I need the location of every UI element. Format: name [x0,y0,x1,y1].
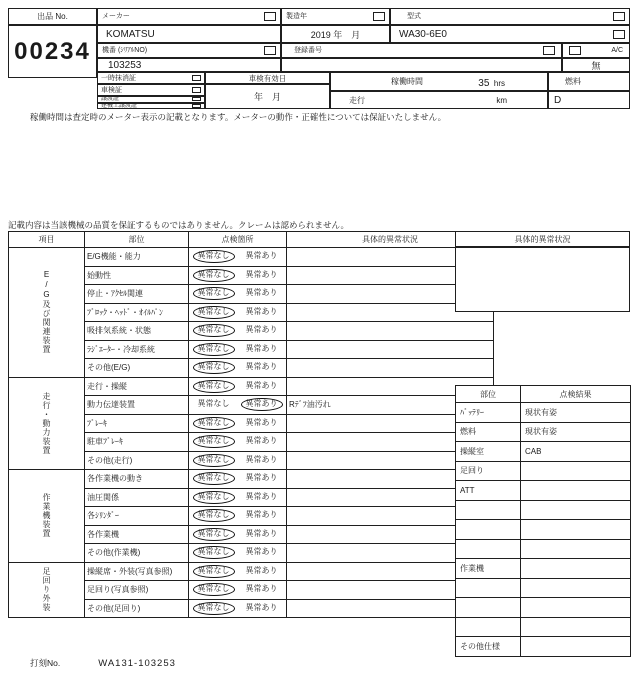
part-name: E/G機能・能力 [85,248,189,267]
abnormality-option: 異常あり [245,436,278,446]
part-name: 操縦席・外装(写真参照) [85,562,189,581]
part-name: その他(足回り) [85,599,189,618]
check-result [189,248,287,267]
registration-value-cell [281,58,562,72]
condition-result: 現状有姿 [521,403,631,423]
exhibit-no-label-cell [8,8,97,25]
inspection-row [9,248,494,267]
exhibit-no: 00234 [14,37,91,65]
check-result [189,525,287,544]
serial-label: 機番 (ｼﾘｱﾙNO) [102,47,148,54]
part-name: 動力伝達装置 [85,396,189,415]
fuel-value: D [554,94,562,106]
abnormality-option: 異常あり [245,380,278,390]
no-abnormality-option-circled: 異常なし [193,491,235,504]
registration-label: 登録番号 [294,47,322,54]
no-abnormality-option-circled: 異常なし [193,435,235,448]
condition-row [456,637,631,657]
doc-label: 譲渡証 [101,96,120,103]
condition-part [456,578,521,598]
doc-row-shaken [97,84,205,96]
no-abnormality-option-circled: 異常なし [193,472,235,485]
condition-part: ﾊﾞｯﾃﾘｰ [456,403,521,423]
abnormality-option: 異常あり [245,251,278,261]
fuel-value-cell [548,91,630,109]
condition-part [456,539,521,559]
condition-result [521,598,631,618]
condition-part: その他仕様 [456,637,521,657]
part-name: ﾌﾞﾛｯｸ・ﾍｯﾄﾞ・ｵｲﾙﾊﾟﾝ [85,303,189,322]
check-result [189,377,287,396]
part-name: 足回り(写真参照) [85,581,189,600]
check-result [189,414,287,433]
shaken-validity-value: 年 月 [253,92,281,102]
maker-label: メーカー [102,13,130,20]
no-abnormality-option-circled: 異常なし [193,380,235,393]
check-result [189,433,287,452]
no-abnormality-option-circled: 異常なし [193,602,235,615]
fuel-label: 燃料 [565,77,581,86]
check-result [189,562,287,581]
abnormality-option: 異常あり [245,417,278,427]
part-name: 停止・ｱｸｾﾙ関連 [85,285,189,304]
doc-checkbox [192,75,201,81]
condition-col-part-header: 部位 [456,386,521,403]
check-result [189,285,287,304]
no-abnormality-option-circled: 異常なし [193,417,235,430]
no-abnormality-option-circled: 異常なし [193,343,235,356]
hours-value-group [478,73,505,91]
no-abnormality-option-circled: 異常なし [193,454,235,467]
no-abnormality-option-circled: 異常なし [193,565,235,578]
condition-part: 足回り [456,461,521,481]
condition-result [521,559,631,579]
check-result [189,488,287,507]
condition-col-result-header: 点検結果 [521,386,631,403]
check-result [189,507,287,526]
travel-cell [330,91,548,109]
abnormality-option: 異常あり [245,325,278,335]
abnormality-detail [287,359,494,378]
item-group-label: 作業機装置 [9,470,85,563]
ac-label-cell [562,43,630,58]
part-name: 駐車ﾌﾞﾚｰｷ [85,433,189,452]
abnormality-option-circled: 異常あり [241,398,283,411]
serial-label-cell [97,43,281,58]
abnormality-option: 異常あり [245,602,278,612]
no-abnormality-option-circled: 異常なし [193,324,235,337]
condition-table [455,385,631,657]
part-name: ﾌﾞﾚｰｷ [85,414,189,433]
no-abnormality-option-circled: 異常なし [193,250,235,263]
check-result [189,266,287,285]
condition-row [456,500,631,520]
part-name: その他(E/G) [85,359,189,378]
ac-value-cell [562,58,630,72]
check-result [189,599,287,618]
abnormality-option: 異常あり [245,547,278,557]
part-name: 各作業機 [85,525,189,544]
no-abnormality-option-circled: 異常なし [193,269,235,282]
col-item-header: 項目 [9,232,85,248]
ac-value: 無 [591,60,601,71]
year-label: 製造年 [286,13,307,20]
part-name: その他(走行) [85,451,189,470]
check-result [189,322,287,341]
condition-header-row [456,386,631,403]
check-result [189,340,287,359]
serial-value-cell [97,58,281,72]
condition-result [521,539,631,559]
check-result [189,451,287,470]
abnormality-option: 異常あり [245,306,278,316]
doc-row-temp-erasure [97,72,205,84]
model-label-cell [390,8,630,25]
exhibit-no-label: 出品 No. [37,12,68,21]
no-abnormality-option: 異常なし [197,399,230,409]
item-group-label: E/G及び関連装置 [9,248,85,378]
condition-row [456,578,631,598]
condition-part [456,617,521,637]
condition-row [456,617,631,637]
part-name: 各作業機の動き [85,470,189,489]
condition-part: 操縦室 [456,442,521,462]
inspection-header-row [9,232,494,248]
condition-row [456,539,631,559]
hours-value: 35 [478,77,490,89]
header-table [8,8,630,109]
year-checkbox [373,12,385,21]
inspection-row [9,377,494,396]
abnormality-option: 異常あり [245,269,278,279]
model-checkbox [613,12,625,21]
shaken-validity-label: 車検有効日 [248,73,287,83]
doc-checkbox [192,87,201,93]
item-group-label: 走行・動力装置 [9,377,85,470]
condition-row [456,481,631,501]
part-name: 油圧関係 [85,488,189,507]
condition-part [456,500,521,520]
condition-part: 燃料 [456,422,521,442]
maker-checkbox [264,12,276,21]
year-value: 2019 年 月 [310,29,361,40]
abnormality-detail: Rﾃﾞﾌ油汚れ [287,396,494,415]
inspection-row [9,562,494,581]
abnormality-box-title: 具体的異常状況 [455,231,630,247]
abnormality-option: 異常あり [245,510,278,520]
check-result [189,396,287,415]
hours-label: 稼働時間 [391,77,423,86]
part-name: 吸排気系統・状態 [85,322,189,341]
shaken-validity-label-cell [205,72,330,84]
condition-result [521,481,631,501]
condition-result: CAB [521,442,631,462]
part-name: 各ｼﾘﾝﾀﾞｰ [85,507,189,526]
abnormality-option: 異常あり [245,491,278,501]
condition-row [456,598,631,618]
quality-disclaimer-note: 記載内容は当該機械の品質を保証するものではありません。クレームは認められません。 [8,220,350,230]
condition-row [456,520,631,540]
condition-part: ATT [456,481,521,501]
travel-unit: km [496,95,507,105]
model-label: 型式 [407,13,421,20]
fuel-label-cell [548,72,630,91]
serial-value: 103253 [108,59,142,71]
stamp-number-line [30,657,176,669]
no-abnormality-option-circled: 異常なし [193,306,235,319]
model-value: WA30-6E0 [399,28,447,40]
exhibit-no-value [8,25,97,78]
year-value-cell [281,25,390,43]
condition-row [456,422,631,442]
no-abnormality-option-circled: 異常なし [193,509,235,522]
no-abnormality-option-circled: 異常なし [193,287,235,300]
hours-cell [330,72,548,91]
abnormality-detail [287,322,494,341]
condition-result [521,578,631,598]
doc-row-kenkiko-transfer [97,103,205,110]
check-result [189,303,287,322]
col-part-header: 部位 [85,232,189,248]
abnormality-option: 異常あり [245,288,278,298]
year-label-cell [281,8,390,25]
condition-result [521,461,631,481]
inspection-row [9,470,494,489]
condition-table-body [456,403,631,657]
doc-checkbox [192,97,201,101]
shaken-validity-value-cell [205,84,330,109]
condition-result [521,637,631,657]
abnormality-box-content [455,247,630,312]
condition-row [456,442,631,462]
ac-checkbox [569,46,581,55]
abnormality-option: 異常あり [245,528,278,538]
part-name: その他(作業機) [85,544,189,563]
model-value-cell [390,25,630,43]
condition-result: 現状有姿 [521,422,631,442]
condition-part [456,520,521,540]
abnormality-option: 異常あり [245,454,278,464]
condition-row [456,559,631,579]
item-group-label: 足回り外装 [9,562,85,618]
doc-label: 車検証 [101,86,122,94]
check-result [189,359,287,378]
inspection-table [8,231,494,618]
abnormality-detail [287,340,494,359]
doc-label: 建機工譲渡証 [101,102,138,109]
condition-result [521,617,631,637]
hours-unit: hrs [493,78,505,88]
no-abnormality-option-circled: 異常なし [193,528,235,541]
col-detail-header: 具体的異常状況 [287,232,494,248]
doc-label: 一時抹消証 [101,74,136,82]
abnormality-option: 異常あり [245,343,278,353]
condition-row [456,461,631,481]
serial-checkbox [264,46,276,55]
stamp-number-label: 打刻No. [30,658,61,668]
inspection-table-body [9,248,494,618]
meter-disclaimer-note: 稼働時間は査定時のメーター表示の記載となります。メーターの動作・正確性については保証いたしません。 [30,112,447,122]
check-result [189,544,287,563]
part-name: ﾗｼﾞｴｰﾀｰ・冷却系統 [85,340,189,359]
stamp-number-value: WA131-103253 [98,658,176,669]
registration-label-cell [281,43,562,58]
no-abnormality-option-circled: 異常なし [193,361,235,374]
part-name: 走行・操縦 [85,377,189,396]
travel-label: 走行 [349,95,365,105]
maker-value: KOMATSU [106,28,155,40]
no-abnormality-option-circled: 異常なし [193,583,235,596]
maker-label-cell [97,8,281,25]
condition-result [521,500,631,520]
maker-value-cell [97,25,281,43]
abnormality-option: 異常あり [245,584,278,594]
col-check-header: 点検箇所 [189,232,287,248]
abnormality-option: 異常あり [245,473,278,483]
part-name: 始動性 [85,266,189,285]
abnormality-option: 異常あり [245,565,278,575]
abnormality-option: 異常あり [245,362,278,372]
registration-checkbox [543,46,555,55]
condition-part: 作業機 [456,559,521,579]
check-result [189,470,287,489]
check-result [189,581,287,600]
condition-result [521,520,631,540]
ac-label: A/C [611,47,623,54]
model-value-checkbox [613,30,625,39]
condition-part [456,598,521,618]
condition-row [456,403,631,423]
doc-checkbox [192,104,201,108]
no-abnormality-option-circled: 異常なし [193,546,235,559]
